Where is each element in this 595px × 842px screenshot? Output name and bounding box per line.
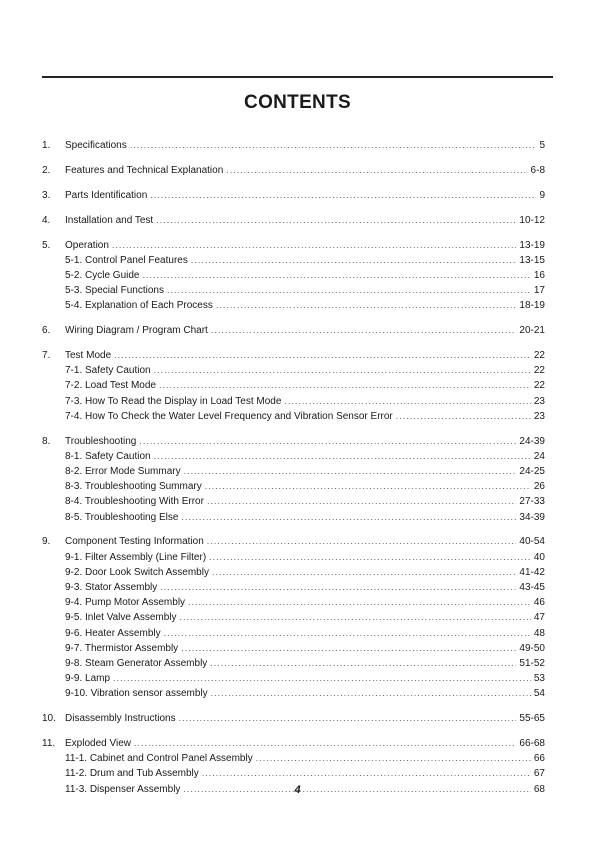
toc-entry-page: 20-21 [519, 325, 545, 337]
toc-entry[interactable] [42, 736, 545, 751]
toc-subentry[interactable] [42, 686, 545, 701]
toc-subentry-label: 7-3. How To Read the Display in Load Test Mode [65, 395, 282, 407]
toc-entry-page: 22 [533, 350, 545, 361]
toc-subentry-page: 16 [533, 269, 545, 281]
toc-subentry[interactable] [42, 565, 545, 580]
dot-leader [150, 188, 536, 203]
toc-subentry-label: 5-3. Special Functions [65, 285, 164, 297]
toc-entry-number: 6. [42, 325, 51, 337]
toc-subentry-page: 17 [533, 285, 545, 297]
toc-subentry-label: 11-2. Drum and Tub Assembly [65, 768, 199, 780]
toc-subentry[interactable] [42, 671, 545, 686]
toc-entry-label: Installation and Test [65, 214, 154, 226]
toc-entry-label: Test Mode [65, 350, 112, 361]
toc-subentry-label: 7-1. Safety Caution [65, 365, 151, 377]
dot-leader [202, 766, 531, 781]
toc-subentry[interactable] [42, 298, 545, 313]
toc-entry[interactable] [42, 711, 545, 726]
toc-subentry-page: 40 [533, 551, 545, 563]
toc-entry-page: 6-8 [530, 164, 545, 176]
toc-subentry-label: 9-2. Door Look Switch Assembly [65, 566, 209, 578]
toc-subentry[interactable] [42, 626, 545, 641]
dot-leader [134, 736, 516, 751]
toc-subentry-page: 53 [533, 673, 545, 685]
dot-leader [156, 213, 516, 228]
dot-leader [211, 686, 531, 701]
toc-subentry-label: 11-1. Cabinet and Control Panel Assembly [65, 753, 253, 765]
toc-subentry[interactable] [42, 766, 545, 781]
toc-entry-page: 24-39 [519, 435, 545, 447]
toc-subentry-label: 8-2. Error Mode Summary [65, 466, 181, 477]
dot-leader [209, 550, 531, 565]
toc-subentry[interactable] [42, 479, 545, 494]
toc-entry[interactable] [42, 238, 545, 253]
dot-leader [130, 138, 537, 153]
toc-subentry-label: 9-6. Heater Assembly [65, 627, 161, 639]
toc-subentry[interactable] [42, 409, 545, 424]
toc-subentry-label: 9-3. Stator Assembly [65, 582, 158, 593]
dot-leader [154, 363, 531, 378]
toc-entry-number: 5. [42, 239, 51, 251]
toc-subentry-label: 8-3. Troubleshooting Summary [65, 481, 202, 493]
toc-subentry-page: 54 [533, 688, 545, 700]
toc-entry-label: Operation [65, 239, 109, 251]
toc-entry-page: 5 [539, 140, 545, 151]
toc-subentry[interactable] [42, 656, 545, 671]
toc-subentry-page: 49-50 [519, 642, 545, 654]
dot-leader [160, 580, 516, 595]
toc-subentry[interactable] [42, 494, 545, 509]
toc-subentry[interactable] [42, 580, 545, 595]
toc-entry-page: 10-12 [519, 214, 545, 226]
dot-leader [207, 534, 517, 549]
top-rule [42, 76, 553, 78]
toc-subentry-page: 13-15 [519, 254, 545, 266]
toc-entry-label: Wiring Diagram / Program Chart [65, 325, 208, 337]
dot-leader [184, 464, 517, 479]
toc-entry-label: Parts Identification [65, 189, 148, 201]
toc-entry-label: Specifications [65, 140, 127, 151]
dot-leader [188, 595, 531, 610]
toc-entry[interactable] [42, 163, 545, 178]
toc-subentry-label: 9-8. Steam Generator Assembly [65, 657, 208, 669]
toc-section [42, 213, 545, 228]
toc-subentry-label: 9-5. Inlet Valve Assembly [65, 612, 177, 624]
toc-subentry-page: 22 [533, 365, 545, 377]
toc-entry-label: Troubleshooting [65, 435, 137, 447]
toc-subentry[interactable] [42, 253, 545, 268]
page-number: 4 [294, 784, 301, 796]
toc-subentry-page: 24-25 [519, 466, 545, 477]
toc-subentry-page: 23 [533, 395, 545, 407]
page-title: CONTENTS [244, 92, 351, 113]
toc-subentry-label: 9-1. Filter Assembly (Line Filter) [65, 551, 207, 563]
toc-subentry-page: 41-42 [519, 566, 545, 578]
toc-section [42, 238, 545, 314]
toc-subentry-label: 8-1. Safety Caution [65, 450, 151, 462]
dot-leader [164, 626, 531, 641]
toc-subentry-page: 26 [533, 481, 545, 493]
dot-leader [139, 434, 516, 449]
table-of-contents [42, 138, 545, 807]
toc-subentry-label: 11-3. Dispenser Assembly [65, 783, 181, 795]
toc-subentry-label: 9-7. Thermistor Assembly [65, 642, 179, 654]
toc-entry-number: 7. [42, 350, 51, 361]
toc-subentry-label: 8-4. Troubleshooting With Error [65, 496, 204, 508]
toc-section [42, 711, 545, 726]
toc-subentry-page: 43-45 [519, 582, 545, 593]
dot-leader [154, 449, 531, 464]
dot-leader [211, 323, 517, 338]
toc-entry[interactable] [42, 213, 545, 228]
toc-subentry-label: 9-4. Pump Motor Assembly [65, 597, 186, 609]
toc-entry-page: 66-68 [519, 738, 545, 750]
dot-leader [179, 711, 517, 726]
dot-leader [207, 494, 516, 509]
toc-subentry-page: 67 [533, 768, 545, 780]
dot-leader [142, 268, 530, 283]
toc-entry[interactable] [42, 434, 545, 449]
toc-entry[interactable] [42, 323, 545, 338]
toc-subentry-page: 34-39 [519, 511, 545, 523]
dot-leader [396, 409, 531, 424]
toc-entry-label: Component Testing Information [65, 536, 204, 548]
toc-subentry[interactable] [42, 751, 545, 766]
toc-subentry[interactable] [42, 363, 545, 378]
toc-subentry-page: 48 [533, 627, 545, 639]
toc-entry-label: Features and Technical Explanation [65, 164, 224, 176]
dot-leader [167, 283, 531, 298]
toc-entry-number: 1. [42, 140, 51, 151]
toc-subentry[interactable] [42, 610, 545, 625]
toc-entry-number: 10. [42, 713, 56, 725]
dot-leader [112, 238, 517, 253]
toc-subentry[interactable] [42, 464, 545, 479]
dot-leader [181, 641, 516, 656]
toc-section [42, 163, 545, 178]
toc-subentry-label: 7-4. How To Check the Water Level Frequency and Vibration Sensor Error [65, 410, 393, 422]
toc-section [42, 348, 545, 424]
toc-subentry[interactable] [42, 550, 545, 565]
dot-leader [226, 163, 527, 178]
dot-leader [212, 565, 516, 580]
toc-entry-page: 13-19 [519, 239, 545, 251]
toc-subentry[interactable] [42, 641, 545, 656]
toc-subentry-label: 5-1. Control Panel Features [65, 254, 188, 266]
toc-section [42, 188, 545, 203]
toc-subentry-page: 24 [533, 450, 545, 462]
toc-subentry-label: 5-2. Cycle Guide [65, 269, 140, 281]
toc-entry[interactable] [42, 348, 545, 363]
toc-subentry-page: 46 [533, 597, 545, 609]
toc-entry-number: 9. [42, 536, 51, 548]
toc-section [42, 534, 545, 701]
toc-entry-page: 40-54 [519, 536, 545, 548]
toc-subentry[interactable] [42, 449, 545, 464]
toc-subentry[interactable] [42, 394, 545, 409]
toc-subentry-label: 8-5. Troubleshooting Else [65, 511, 179, 523]
dot-leader [284, 394, 530, 409]
dot-leader [205, 479, 531, 494]
toc-section [42, 323, 545, 338]
toc-section [42, 138, 545, 153]
toc-entry-number: 11. [42, 738, 56, 750]
toc-subentry[interactable] [42, 378, 545, 393]
dot-leader [210, 656, 516, 671]
toc-subentry[interactable] [42, 595, 545, 610]
toc-subentry-label: 9-10. Vibration sensor assembly [65, 688, 208, 700]
toc-entry[interactable] [42, 188, 545, 203]
dot-leader [256, 751, 531, 766]
dot-leader [114, 348, 531, 363]
toc-subentry-page: 51-52 [519, 657, 545, 669]
toc-subentry-page: 27-33 [519, 496, 545, 508]
toc-subentry-label: 5-4. Explanation of Each Process [65, 300, 213, 312]
toc-subentry[interactable] [42, 510, 545, 525]
toc-subentry-page: 23 [533, 410, 545, 422]
toc-entry-page: 55-65 [519, 713, 545, 725]
toc-subentry-label: 9-9. Lamp [65, 673, 111, 685]
dot-leader [216, 298, 517, 313]
toc-entry-page: 9 [539, 189, 545, 201]
toc-entry-number: 4. [42, 214, 51, 226]
toc-subentry-page: 68 [533, 783, 545, 795]
dot-leader [113, 671, 531, 686]
toc-subentry-label: 7-2. Load Test Mode [65, 380, 156, 392]
toc-entry-number: 8. [42, 435, 51, 447]
toc-entry-label: Exploded View [65, 738, 131, 750]
toc-subentry-page: 22 [533, 380, 545, 392]
toc-entry-number: 3. [42, 189, 51, 201]
toc-subentry-page: 66 [533, 753, 545, 765]
toc-entry[interactable] [42, 534, 545, 549]
toc-subentry[interactable] [42, 268, 545, 283]
toc-subentry-page: 47 [533, 612, 545, 624]
toc-entry-label: Disassembly Instructions [65, 713, 176, 725]
dot-leader [180, 610, 531, 625]
toc-entry-number: 2. [42, 164, 51, 176]
toc-section [42, 434, 545, 525]
toc-subentry-page: 18-19 [519, 300, 545, 312]
dot-leader [159, 378, 531, 393]
toc-entry[interactable] [42, 138, 545, 153]
toc-subentry[interactable] [42, 283, 545, 298]
dot-leader [181, 510, 516, 525]
dot-leader [191, 253, 517, 268]
